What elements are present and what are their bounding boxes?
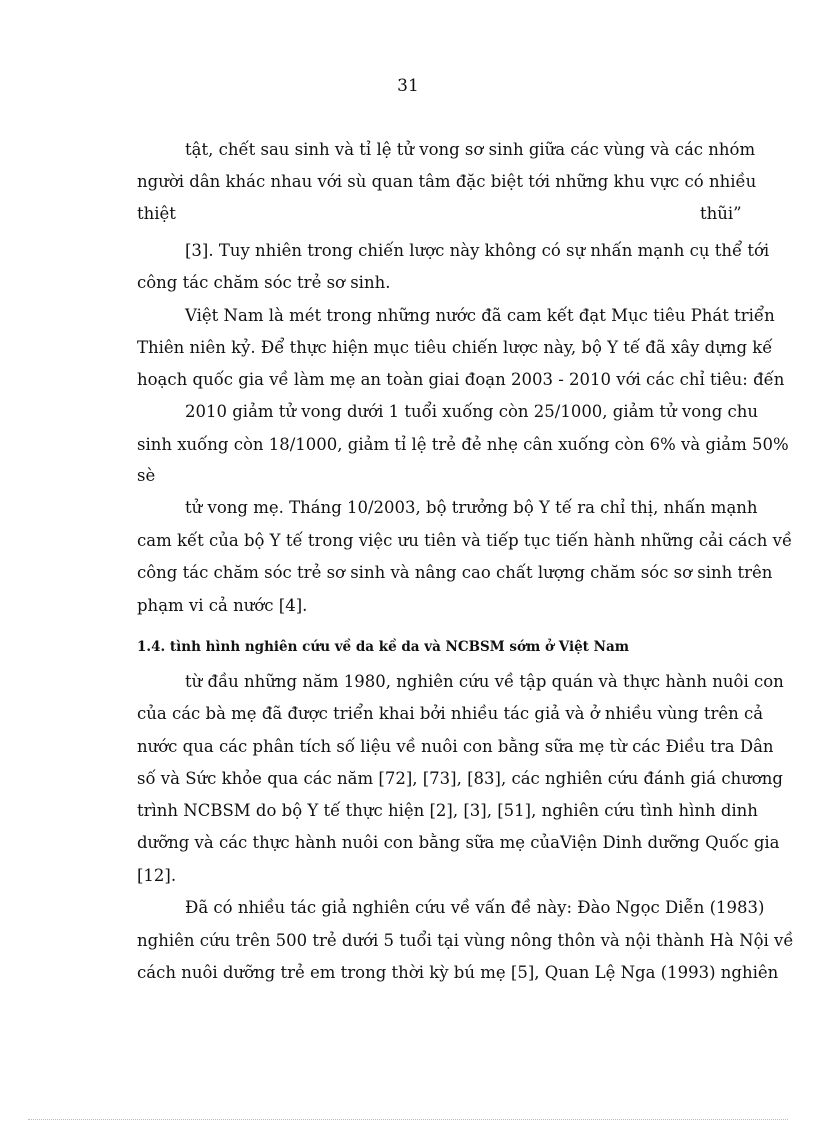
text-line: dưỡng và các thực hành nuôi con bằng sữa mẹ củaViện Dinh dưỡng Quốc gia [137,833,780,852]
text-line: thiệt [137,204,176,223]
text-line: [12]. [137,866,177,885]
text-line: Thiên niên kỷ. Để thực hiện mục tiêu chiến lược này, bộ Y tế đã xây dựng kế [137,338,773,357]
page-number: 31 [397,76,419,96]
text-line: [3]. Tuy nhiên trong chiến lược này không có sự nhấn mạnh cụ thể tới [185,241,770,260]
text-line: cách nuôi dưỡng trẻ em trong thời kỳ bú mẹ [5], Quan Lệ Nga (1993) nghiên [137,963,779,982]
text-line: phạm vi cả nước [4]. [137,596,308,615]
text-line: công tác chăm sóc trẻ sơ sinh và nâng cao chất lượng chăm sóc sơ sinh trên [137,563,773,582]
text-line: hoạch quốc gia về làm mẹ an toàn giai đoạn 2003 - 2010 với các chỉ tiêu: đến [137,370,785,389]
text-line: số và Sức khỏe qua các năm [72], [73], [83], các nghiên cứu đánh giá chương [137,769,783,788]
text-line: của các bà mẹ đã được triển khai bởi nhiều tác giả và ở nhiều vùng trên cả [137,704,764,723]
text-line: Việt Nam là mét trong những nước đã cam kết đạt Mục tiêu Phát triển [185,306,775,325]
text-line: tử vong mẹ. Tháng 10/2003, bộ trưởng bộ Y tế ra chỉ thị, nhấn mạnh [185,498,758,517]
section-heading: 1.4. tình hình nghiên cứu về da kề da và NCBSM sớm ở Việt Nam [137,639,629,655]
text-line: người dân khác nhau với sù quan tâm đặc biệt tới những khu vực có nhiều [137,172,757,191]
text-line: sè [137,466,156,485]
text-line: nghiên cứu trên 500 trẻ dưới 5 tuổi tại vùng nông thôn và nội thành Hà Nội về [137,931,794,950]
text-line: cam kết của bộ Y tế trong việc ưu tiên và tiếp tục tiến hành những cải cách về [137,531,793,550]
text-line: thũi” [700,204,742,223]
text-line: sinh xuống còn 18/1000, giảm tỉ lệ trẻ đẻ nhẹ cân xuống còn 6% và giảm 50% [137,435,789,454]
text-line: nước qua các phân tích số liệu về nuôi con bằng sữa mẹ từ các Điều tra Dân [137,737,774,756]
text-line: tật, chết sau sinh và tỉ lệ tử vong sơ sinh giữa các vùng và các nhóm [185,140,756,159]
text-line: Đã có nhiều tác giả nghiên cứu về vấn đề này: Đào Ngọc Diễn (1983) [185,898,765,917]
text-line: từ đầu những năm 1980, nghiên cứu về tập quán và thực hành nuôi con [185,672,784,691]
text-line: 2010 giảm tử vong dưới 1 tuổi xuống còn 25/1000, giảm tử vong chu [185,402,759,421]
page-bottom-rule [28,1119,788,1120]
text-line: trình NCBSM do bộ Y tế thực hiện [2], [3], [51], nghiên cứu tình hình dinh [137,801,758,820]
text-line: công tác chăm sóc trẻ sơ sinh. [137,273,391,292]
